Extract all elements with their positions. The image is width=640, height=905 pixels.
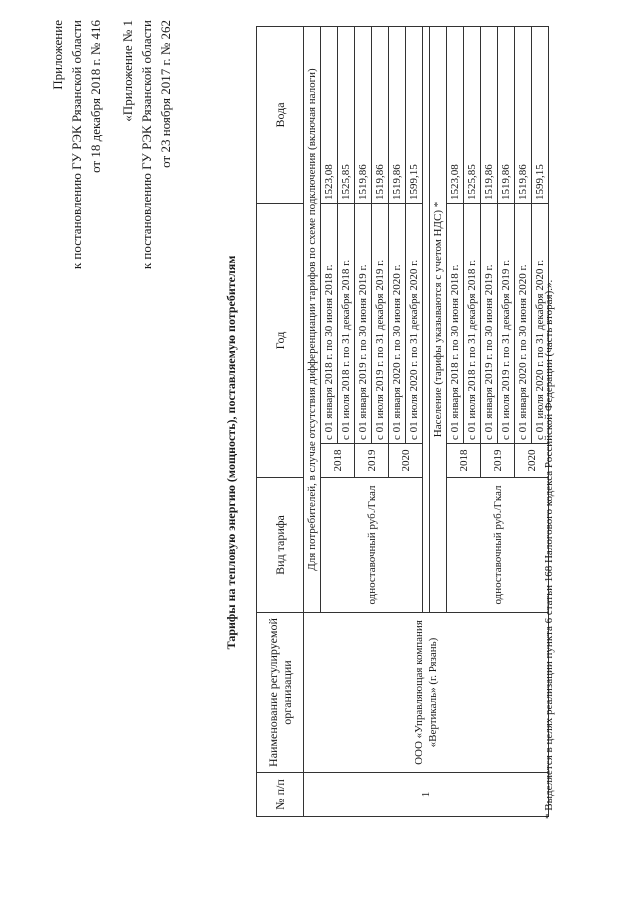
year-cell: 2019 xyxy=(481,444,515,478)
appendix-header-line: Приложение xyxy=(50,20,65,90)
col-header-water: Вода xyxy=(257,27,304,204)
tariff-type: одноставочный руб./Гкал xyxy=(321,478,423,613)
water-value: 1519,86 xyxy=(515,27,532,204)
document-title: Тарифы на тепловую энергию (мощность), поставляемую потребителям xyxy=(224,255,238,650)
col-header-tariff: Вид тарифа xyxy=(257,478,304,613)
water-value: 1523,08 xyxy=(447,27,464,204)
period-cell: с 01 января 2018 г. по 30 июня 2018 г. xyxy=(447,204,464,444)
water-value: 1599,15 xyxy=(406,27,423,204)
appendix-header-line: к постановлению ГУ РЭК Рязанской области xyxy=(69,20,84,270)
water-value: 1525,85 xyxy=(464,27,481,204)
reference-header xyxy=(118,20,175,269)
period-cell: с 01 июля 2018 г. по 31 декабря 2018 г. xyxy=(464,204,481,444)
period-cell: с 01 января 2019 г. по 30 июня 2019 г. xyxy=(481,204,498,444)
organization-name: ООО «Управляющая компания «Вертикаль» (г. Рязань) xyxy=(304,613,549,773)
year-cell: 2018 xyxy=(321,444,355,478)
period-cell: с 01 июля 2019 г. по 31 декабря 2019 г. xyxy=(372,204,389,444)
water-value: 1519,86 xyxy=(355,27,372,204)
tariff-type: одноставочный руб./Гкал xyxy=(447,478,549,613)
appendix-header-line: от 18 декабря 2018 г. № 416 xyxy=(88,20,103,173)
year-cell: 2019 xyxy=(355,444,389,478)
period-cell: с 01 июля 2020 г. по 31 декабря 2020 г. xyxy=(532,204,549,444)
col-header-org: Наименование регулируемой организации xyxy=(257,613,304,773)
water-value: 1519,86 xyxy=(481,27,498,204)
table-header-row xyxy=(257,27,304,817)
water-value: 1523,08 xyxy=(321,27,338,204)
year-cell: 2020 xyxy=(515,444,549,478)
col-header-num: № п/п xyxy=(257,773,304,817)
period-cell: с 01 июля 2018 г. по 31 декабря 2018 г. xyxy=(338,204,355,444)
period-cell: с 01 января 2020 г. по 30 июня 2020 г. xyxy=(389,204,406,444)
section-title: Население (тарифы указываются с учетом НДС) * xyxy=(430,27,447,613)
water-value: 1519,86 xyxy=(389,27,406,204)
footnote: * Выделяется в целях реализации пункта 6 статьи 168 Налогового кодекса Российской Федерации (часть вторая).». xyxy=(543,279,555,819)
tariff-table xyxy=(256,26,549,817)
year-cell: 2018 xyxy=(447,444,481,478)
section-title: Для потребителей, в случае отсутствия дифференциации тарифов по схеме подключения (включая налоги) xyxy=(304,27,321,613)
table-row xyxy=(304,27,321,817)
reference-header-line: «Приложение № 1 xyxy=(120,20,135,122)
year-cell: 2020 xyxy=(389,444,423,478)
section-divider xyxy=(423,27,430,613)
row-number: 1 xyxy=(304,773,549,817)
reference-header-line: от 23 ноября 2017 г. № 262 xyxy=(158,20,173,168)
period-cell: с 01 июля 2020 г. по 31 декабря 2020 г. xyxy=(406,204,423,444)
col-header-year: Год xyxy=(257,204,304,478)
period-cell: с 01 января 2018 г. по 30 июня 2018 г. xyxy=(321,204,338,444)
water-value: 1599,15 xyxy=(532,27,549,204)
water-value: 1519,86 xyxy=(498,27,515,204)
period-cell: с 01 июля 2019 г. по 31 декабря 2019 г. xyxy=(498,204,515,444)
period-cell: с 01 января 2019 г. по 30 июня 2019 г. xyxy=(355,204,372,444)
water-value: 1519,86 xyxy=(372,27,389,204)
period-cell: с 01 января 2020 г. по 30 июня 2020 г. xyxy=(515,204,532,444)
water-value: 1525,85 xyxy=(338,27,355,204)
appendix-header xyxy=(48,20,105,269)
reference-header-line: к постановлению ГУ РЭК Рязанской области xyxy=(139,20,154,270)
